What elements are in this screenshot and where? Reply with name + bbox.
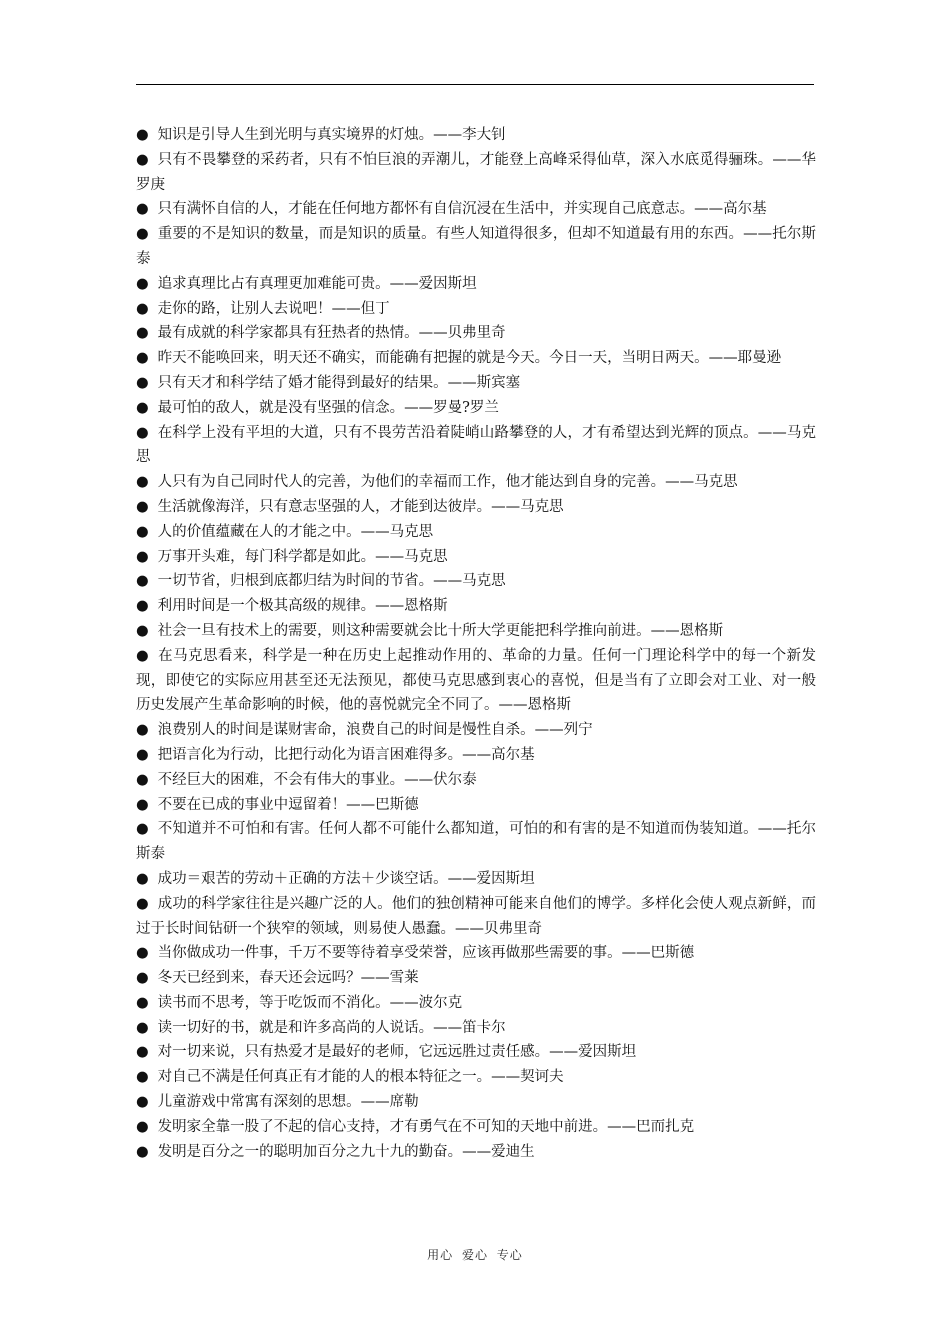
quote-item — [136, 793, 816, 818]
bullet-icon: ● — [136, 350, 149, 367]
quote-item — [136, 817, 816, 867]
quote-text: 成功的科学家往往是兴趣广泛的人。他们的独创精神可能来自他们的博学。多样化会使人观点新鲜，而过于长时间钻研一个狭窄的领域，则易使人愚蠢。——贝弗里奇 — [136, 895, 817, 937]
quote-item — [136, 1115, 816, 1140]
quote-text: 利用时间是一个极其高级的规律。——恩格斯 — [157, 598, 448, 615]
bullet-icon: ● — [136, 399, 149, 416]
quote-item — [136, 371, 816, 396]
quote-text: 不要在已成的事业中逗留着！——巴斯德 — [157, 796, 419, 813]
quote-text: 只有不畏攀登的采药者，只有不怕巨浪的弄潮儿，才能登上高峰采得仙草，深入水底觅得骊珠。——华罗庚 — [136, 151, 817, 193]
quote-item — [136, 743, 816, 768]
quote-text: 人的价值蕴藏在人的才能之中。——马克思 — [157, 523, 434, 540]
quote-item — [136, 718, 816, 743]
quote-item — [136, 222, 816, 272]
bullet-icon: ● — [136, 1069, 149, 1086]
bullet-icon: ● — [136, 970, 149, 987]
quote-item — [136, 892, 816, 942]
bullet-icon: ● — [136, 424, 149, 441]
quote-item — [136, 1016, 816, 1041]
bullet-icon: ● — [136, 1094, 149, 1111]
quote-item — [136, 1140, 816, 1165]
bullet-icon: ● — [136, 870, 149, 887]
page-footer: 用心 爱心 专心 — [427, 1248, 523, 1262]
quote-item — [136, 569, 816, 594]
bullet-icon: ● — [136, 945, 149, 962]
bullet-icon: ● — [136, 523, 149, 540]
bullet-icon: ● — [136, 201, 149, 218]
bullet-icon: ● — [136, 498, 149, 515]
quote-text: 知识是引导人生到光明与真实境界的灯烛。——李大钊 — [157, 127, 506, 143]
quote-text: 最有成就的科学家都具有狂热者的热情。——贝弗里奇 — [157, 325, 506, 342]
quote-text: 只有满怀自信的人，才能在任何地方都怀有自信沉浸在生活中，并实现自己底意志。——高尔基 — [157, 201, 767, 218]
bullet-icon: ● — [136, 598, 149, 615]
bullet-icon: ● — [136, 1019, 149, 1036]
quote-text: 人只有为自己同时代人的完善，为他们的幸福而工作，他才能达到自身的完善。——马克思 — [157, 474, 738, 491]
quote-text: 不知道并不可怕和有害。任何人都不可能什么都知道，可怕的和有害的是不知道而伪装知道。——托尔斯泰 — [136, 821, 817, 863]
quote-item — [136, 123, 816, 148]
bullet-icon: ● — [136, 226, 149, 243]
bullet-icon: ● — [136, 374, 149, 391]
quote-text: 冬天已经到来，春天还会远吗？——雪莱 — [157, 970, 419, 987]
bullet-icon: ● — [136, 622, 149, 639]
quote-text: 在科学上没有平坦的大道，只有不畏劳苦沿着陡峭山路攀登的人，才有希望达到光辉的顶点。——马克思 — [136, 424, 817, 466]
bullet-icon: ● — [136, 127, 149, 143]
quote-item — [136, 619, 816, 644]
quote-item — [136, 594, 816, 619]
bullet-icon: ● — [136, 994, 149, 1011]
header-rule — [136, 84, 814, 85]
quote-list — [136, 123, 816, 1164]
quote-item — [136, 272, 816, 297]
bullet-icon: ● — [136, 548, 149, 565]
bullet-icon: ● — [136, 1143, 149, 1160]
quote-text: 发明家全靠一股了不起的信心支持，才有勇气在不可知的天地中前进。——巴而扎克 — [157, 1118, 695, 1135]
quote-text: 儿童游戏中常寓有深刻的思想。——席勒 — [157, 1094, 419, 1111]
quote-text: 不经巨大的困难，不会有伟大的事业。——伏尔泰 — [157, 771, 477, 788]
bullet-icon: ● — [136, 573, 149, 590]
quote-item — [136, 768, 816, 793]
bullet-icon: ● — [136, 746, 149, 763]
quote-text: 社会一旦有技术上的需要，则这种需要就会比十所大学更能把科学推向前进。——恩格斯 — [157, 622, 724, 639]
quote-text: 成功＝艰苦的劳动＋正确的方法＋少谈空话。——爱因斯坦 — [157, 870, 535, 887]
quote-text: 一切节省，归根到底都归结为时间的节省。——马克思 — [157, 573, 506, 590]
quote-item — [136, 941, 816, 966]
quote-text: 生活就像海洋，只有意志坚强的人，才能到达彼岸。——马克思 — [157, 498, 564, 515]
bullet-icon: ● — [136, 647, 150, 664]
bullet-icon: ● — [136, 796, 149, 813]
quote-text: 最可怕的敌人，就是没有坚强的信念。——罗曼?罗兰 — [157, 399, 499, 416]
bullet-icon: ● — [136, 151, 149, 168]
quote-item — [136, 346, 816, 371]
quote-item — [136, 495, 816, 520]
quote-item — [136, 520, 816, 545]
quote-text: 万事开头难，每门科学都是如此。——马克思 — [157, 548, 448, 565]
quote-text: 对自己不满是任何真正有才能的人的根本特征之一。——契诃夫 — [157, 1069, 564, 1086]
quote-text: 追求真理比占有真理更加难能可贵。——爱因斯坦 — [157, 275, 477, 292]
quote-text: 读一切好的书，就是和许多高尚的人说话。——笛卡尔 — [157, 1019, 506, 1036]
quote-text: 读书而不思考，等于吃饭而不消化。——波尔克 — [157, 994, 463, 1011]
bullet-icon: ● — [136, 821, 149, 838]
bullet-icon: ● — [136, 325, 149, 342]
quote-text: 当你做成功一件事，千万不要等待着享受荣誉，应该再做那些需要的事。——巴斯德 — [157, 945, 695, 962]
bullet-icon: ● — [136, 1118, 149, 1135]
quote-item — [136, 867, 816, 892]
quote-text: 在马克思看来，科学是一种在历史上起推动作用的、革命的力量。任何一门理论科学中的每一个新发现，即使它的实际应用甚至还无法预见，都使马克思感到衷心的喜悦，但是当有了立即会对工业、对一般历史发展产生革命影响的时候，他的喜悦就完全不同了。——恩格斯 — [136, 647, 817, 714]
quote-text: 对一切来说，只有热爱才是最好的老师，它远远胜过责任感。——爱因斯坦 — [157, 1044, 637, 1061]
quote-text: 把语言化为行动，比把行动化为语言困难得多。——高尔基 — [157, 746, 535, 763]
quote-item — [136, 321, 816, 346]
quote-text: 浪费别人的时间是谋财害命，浪费自己的时间是慢性自杀。——列宁 — [157, 722, 593, 739]
quote-text: 只有天才和科学结了婚才能得到最好的结果。——斯宾塞 — [157, 374, 521, 391]
quote-text: 昨天不能唤回来，明天还不确实，而能确有把握的就是今天。今日一天，当明日两天。——耶曼逊 — [157, 350, 782, 367]
quote-item — [136, 470, 816, 495]
quote-item — [136, 396, 816, 421]
quote-item — [136, 1090, 816, 1115]
quote-item — [136, 421, 816, 471]
quote-text: 发明是百分之一的聪明加百分之九十九的勤奋。——爱迪生 — [157, 1143, 535, 1160]
bullet-icon: ● — [136, 771, 149, 788]
bullet-icon: ● — [136, 1044, 149, 1061]
quote-item — [136, 148, 816, 198]
quote-item — [136, 1040, 816, 1065]
quote-item — [136, 991, 816, 1016]
quote-item — [136, 644, 816, 718]
quote-item — [136, 966, 816, 991]
quote-text: 重要的不是知识的数量，而是知识的质量。有些人知道得很多，但却不知道最有用的东西。——托尔斯泰 — [136, 226, 817, 267]
quote-text: 走你的路，让别人去说吧！——但丁 — [157, 300, 390, 317]
bullet-icon: ● — [136, 300, 149, 317]
quote-item — [136, 197, 816, 222]
bullet-icon: ● — [136, 895, 149, 912]
quote-item — [136, 1065, 816, 1090]
bullet-icon: ● — [136, 474, 149, 491]
quote-item — [136, 297, 816, 322]
bullet-icon: ● — [136, 275, 149, 292]
bullet-icon: ● — [136, 722, 149, 739]
quote-item — [136, 545, 816, 570]
